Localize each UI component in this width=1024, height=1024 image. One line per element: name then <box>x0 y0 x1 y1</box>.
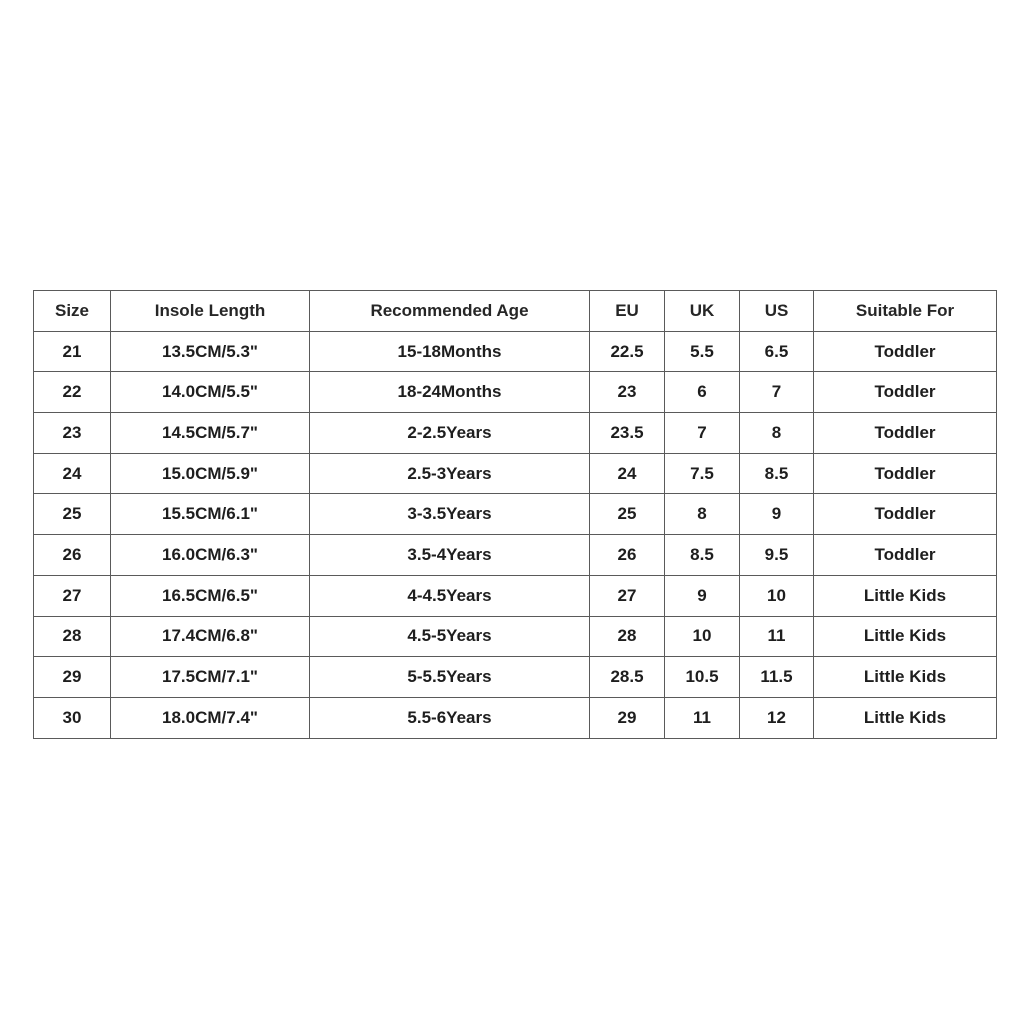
cell-us: 8 <box>740 413 814 454</box>
table-body <box>34 331 997 738</box>
header-recommended-age: Recommended Age <box>310 291 590 332</box>
cell-eu: 24 <box>590 453 665 494</box>
cell-size: 26 <box>34 535 111 576</box>
cell-insole-length: 16.5CM/6.5" <box>111 575 310 616</box>
cell-recommended-age: 5-5.5Years <box>310 657 590 698</box>
cell-size: 23 <box>34 413 111 454</box>
cell-eu: 27 <box>590 575 665 616</box>
cell-uk: 9 <box>665 575 740 616</box>
header-eu: EU <box>590 291 665 332</box>
cell-size: 25 <box>34 494 111 535</box>
cell-uk: 10 <box>665 616 740 657</box>
cell-eu: 29 <box>590 697 665 738</box>
cell-suitable-for: Toddler <box>814 535 997 576</box>
cell-size: 28 <box>34 616 111 657</box>
cell-uk: 10.5 <box>665 657 740 698</box>
cell-eu: 26 <box>590 535 665 576</box>
table-row <box>34 657 997 698</box>
cell-recommended-age: 5.5-6Years <box>310 697 590 738</box>
cell-us: 9 <box>740 494 814 535</box>
cell-insole-length: 18.0CM/7.4" <box>111 697 310 738</box>
cell-insole-length: 14.0CM/5.5" <box>111 372 310 413</box>
size-chart <box>33 290 996 739</box>
table-row <box>34 413 997 454</box>
cell-suitable-for: Toddler <box>814 413 997 454</box>
cell-insole-length: 17.4CM/6.8" <box>111 616 310 657</box>
cell-insole-length: 17.5CM/7.1" <box>111 657 310 698</box>
cell-size: 22 <box>34 372 111 413</box>
cell-suitable-for: Little Kids <box>814 616 997 657</box>
header-us: US <box>740 291 814 332</box>
cell-us: 9.5 <box>740 535 814 576</box>
header-suitable-for: Suitable For <box>814 291 997 332</box>
cell-suitable-for: Toddler <box>814 331 997 372</box>
cell-us: 8.5 <box>740 453 814 494</box>
cell-us: 11 <box>740 616 814 657</box>
table-row <box>34 453 997 494</box>
cell-eu: 25 <box>590 494 665 535</box>
cell-recommended-age: 3.5-4Years <box>310 535 590 576</box>
cell-suitable-for: Little Kids <box>814 657 997 698</box>
table-row <box>34 575 997 616</box>
table-row <box>34 535 997 576</box>
cell-size: 21 <box>34 331 111 372</box>
cell-recommended-age: 4-4.5Years <box>310 575 590 616</box>
table-row <box>34 616 997 657</box>
table-row <box>34 331 997 372</box>
cell-size: 29 <box>34 657 111 698</box>
cell-insole-length: 16.0CM/6.3" <box>111 535 310 576</box>
cell-recommended-age: 2-2.5Years <box>310 413 590 454</box>
cell-suitable-for: Little Kids <box>814 697 997 738</box>
table-row <box>34 697 997 738</box>
cell-uk: 11 <box>665 697 740 738</box>
cell-size: 30 <box>34 697 111 738</box>
cell-us: 12 <box>740 697 814 738</box>
cell-us: 6.5 <box>740 331 814 372</box>
table-row <box>34 372 997 413</box>
cell-eu: 23.5 <box>590 413 665 454</box>
size-chart-table <box>33 290 997 739</box>
cell-us: 11.5 <box>740 657 814 698</box>
cell-insole-length: 15.5CM/6.1" <box>111 494 310 535</box>
cell-size: 27 <box>34 575 111 616</box>
cell-recommended-age: 15-18Months <box>310 331 590 372</box>
cell-insole-length: 15.0CM/5.9" <box>111 453 310 494</box>
header-insole-length: Insole Length <box>111 291 310 332</box>
cell-suitable-for: Toddler <box>814 453 997 494</box>
cell-eu: 28.5 <box>590 657 665 698</box>
header-size: Size <box>34 291 111 332</box>
cell-recommended-age: 3-3.5Years <box>310 494 590 535</box>
cell-uk: 8 <box>665 494 740 535</box>
cell-uk: 7 <box>665 413 740 454</box>
cell-us: 10 <box>740 575 814 616</box>
cell-eu: 23 <box>590 372 665 413</box>
table-row <box>34 494 997 535</box>
cell-suitable-for: Toddler <box>814 494 997 535</box>
header-uk: UK <box>665 291 740 332</box>
table-header-row <box>34 291 997 332</box>
cell-insole-length: 14.5CM/5.7" <box>111 413 310 454</box>
cell-recommended-age: 18-24Months <box>310 372 590 413</box>
cell-insole-length: 13.5CM/5.3" <box>111 331 310 372</box>
cell-eu: 22.5 <box>590 331 665 372</box>
cell-uk: 6 <box>665 372 740 413</box>
cell-eu: 28 <box>590 616 665 657</box>
cell-uk: 8.5 <box>665 535 740 576</box>
cell-recommended-age: 2.5-3Years <box>310 453 590 494</box>
cell-suitable-for: Little Kids <box>814 575 997 616</box>
cell-us: 7 <box>740 372 814 413</box>
cell-uk: 5.5 <box>665 331 740 372</box>
cell-recommended-age: 4.5-5Years <box>310 616 590 657</box>
cell-size: 24 <box>34 453 111 494</box>
cell-suitable-for: Toddler <box>814 372 997 413</box>
cell-uk: 7.5 <box>665 453 740 494</box>
